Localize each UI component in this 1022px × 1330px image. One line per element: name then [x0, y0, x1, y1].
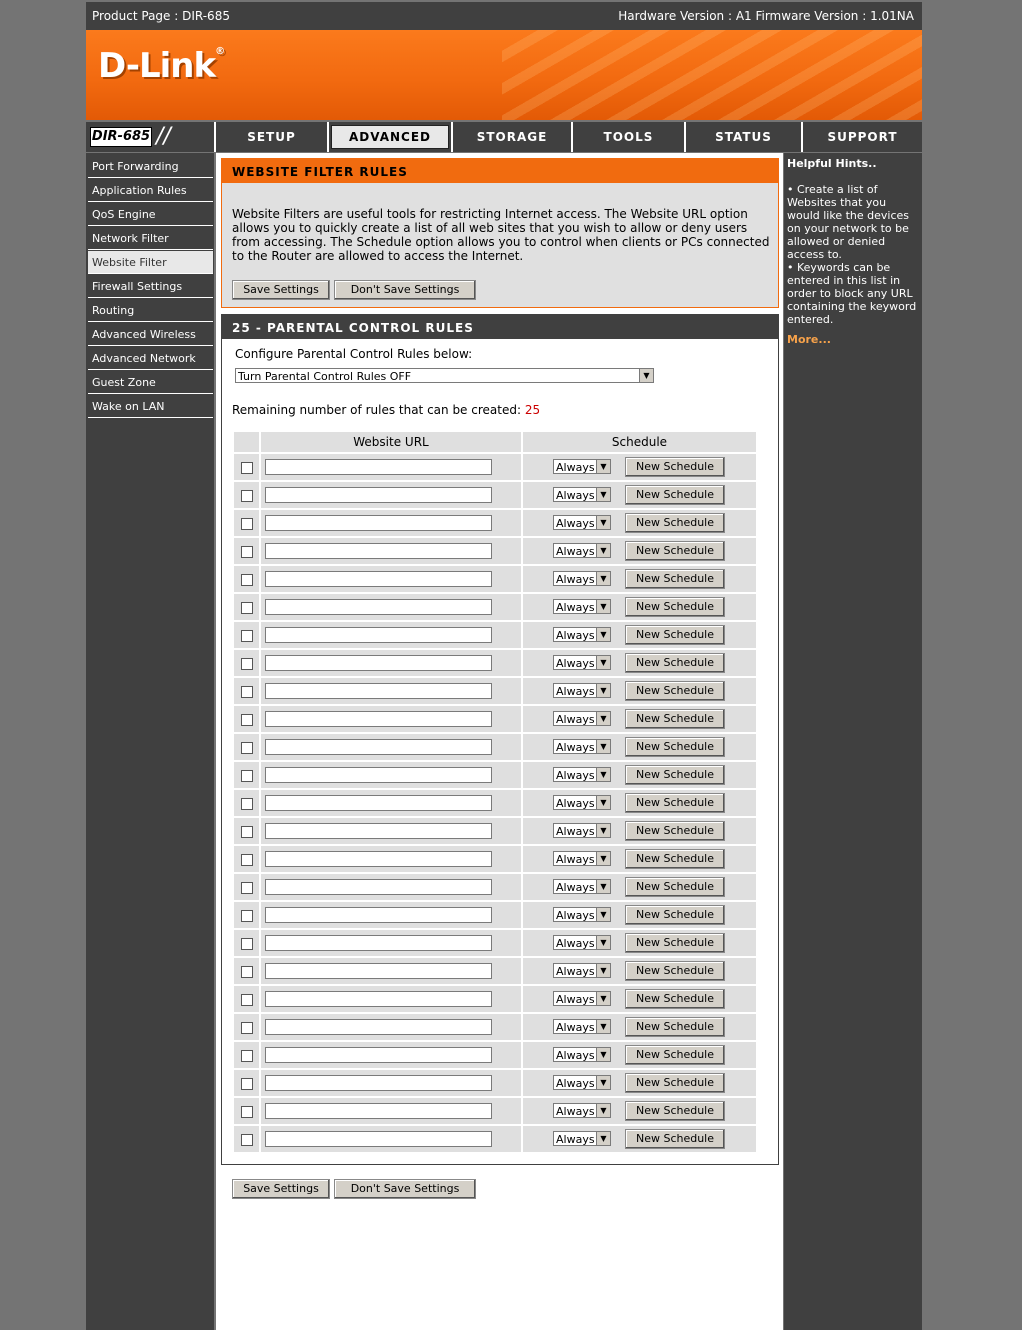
dlink-logo: D-Link® [98, 46, 225, 86]
rule-checkbox-cell [234, 986, 259, 1012]
website-url-input[interactable] [265, 683, 492, 699]
rule-enable-checkbox[interactable] [241, 658, 253, 670]
chevron-down-icon: ▼ [596, 852, 610, 865]
rule-row [234, 1098, 756, 1124]
sidebar-item-qos-engine[interactable]: QoS Engine [88, 203, 213, 226]
schedule-select[interactable]: Always ▼ [553, 935, 611, 950]
website-url-input[interactable] [265, 767, 492, 783]
rule-checkbox-cell [234, 454, 259, 480]
rule-checkbox-cell [234, 482, 259, 508]
website-url-input[interactable] [265, 991, 492, 1007]
website-url-input[interactable] [265, 1103, 492, 1119]
new-schedule-button[interactable]: New Schedule [625, 933, 725, 953]
website-url-input[interactable] [265, 963, 492, 979]
rule-enable-checkbox[interactable] [241, 574, 253, 586]
website-url-input[interactable] [265, 543, 492, 559]
sidebar [86, 153, 214, 1330]
tab-support[interactable]: SUPPORT [803, 122, 922, 152]
schedule-select[interactable]: Always ▼ [553, 907, 611, 922]
remaining-count: 25 [524, 403, 541, 417]
chevron-down-icon: ▼ [596, 600, 610, 613]
new-schedule-button[interactable]: New Schedule [625, 905, 725, 925]
new-schedule-button[interactable]: New Schedule [625, 737, 725, 757]
sidebar-item-firewall-settings[interactable]: Firewall Settings [88, 275, 213, 298]
chevron-down-icon: ▼ [596, 880, 610, 893]
dont-save-settings-button[interactable]: Don't Save Settings [334, 280, 476, 300]
top-info-bar [86, 2, 922, 30]
rule-enable-checkbox[interactable] [241, 462, 253, 474]
website-url-input[interactable] [265, 851, 492, 867]
schedule-select[interactable]: Always ▼ [553, 459, 611, 474]
chevron-down-icon: ▼ [596, 768, 610, 781]
tab-storage[interactable]: STORAGE [453, 122, 571, 152]
tab-setup[interactable]: SETUP [216, 122, 327, 152]
sidebar-item-application-rules[interactable]: Application Rules [88, 179, 213, 202]
version-info: Hardware Version : A1 Firmware Version : 1.01NA [618, 9, 914, 23]
remaining-label: Remaining number of rules that can be created: [232, 403, 522, 417]
new-schedule-button[interactable]: New Schedule [625, 1101, 725, 1121]
rule-checkbox-cell [234, 650, 259, 676]
new-schedule-button[interactable]: New Schedule [625, 485, 725, 505]
remaining-rules [232, 403, 540, 417]
hints-title: Helpful Hints.. [787, 157, 877, 170]
website-url-input[interactable] [265, 907, 492, 923]
chevron-down-icon: ▼ [596, 628, 610, 641]
rule-enable-checkbox[interactable] [241, 994, 253, 1006]
bottom-save-settings-button[interactable]: Save Settings [232, 1179, 330, 1199]
website-url-input[interactable] [265, 599, 492, 615]
section-title: WEBSITE FILTER RULES [222, 159, 778, 183]
rule-checkbox-cell [234, 1014, 259, 1040]
new-schedule-button[interactable]: New Schedule [625, 793, 725, 813]
schedule-select[interactable]: Always ▼ [553, 851, 611, 866]
schedule-select[interactable]: Always ▼ [553, 1075, 611, 1090]
website-url-input[interactable] [265, 879, 492, 895]
sidebar-item-routing[interactable]: Routing [88, 299, 213, 322]
rule-row [234, 706, 756, 732]
website-url-input[interactable] [265, 1131, 492, 1147]
rule-checkbox-cell [234, 594, 259, 620]
bottom-dont-save-settings-button[interactable]: Don't Save Settings [334, 1179, 476, 1199]
rule-enable-checkbox[interactable] [241, 938, 253, 950]
tab-tools[interactable]: TOOLS [573, 122, 684, 152]
website-url-input[interactable] [265, 935, 492, 951]
schedule-select[interactable]: Always ▼ [553, 739, 611, 754]
rule-enable-checkbox[interactable] [241, 518, 253, 530]
rule-checkbox-cell [234, 790, 259, 816]
schedule-select[interactable]: Always ▼ [553, 515, 611, 530]
tab-status[interactable]: STATUS [686, 122, 801, 152]
chevron-down-icon: ▼ [596, 964, 610, 977]
chevron-down-icon: ▼ [639, 369, 653, 382]
rule-checkbox-cell [234, 958, 259, 984]
new-schedule-button[interactable]: New Schedule [625, 709, 725, 729]
main-content [216, 153, 783, 1330]
schedule-select[interactable]: Always ▼ [553, 571, 611, 586]
schedule-select[interactable]: Always ▼ [553, 627, 611, 642]
rule-enable-checkbox[interactable] [241, 1050, 253, 1062]
chevron-down-icon: ▼ [596, 712, 610, 725]
rule-enable-checkbox[interactable] [241, 770, 253, 782]
new-schedule-button[interactable]: New Schedule [625, 989, 725, 1009]
model-name: DIR-685 [90, 127, 152, 147]
website-url-input[interactable] [265, 655, 492, 671]
chevron-down-icon: ▼ [596, 572, 610, 585]
website-url-input[interactable] [265, 515, 492, 531]
rule-checkbox-cell [234, 762, 259, 788]
rule-enable-checkbox[interactable] [241, 742, 253, 754]
sidebar-item-advanced-network[interactable]: Advanced Network [88, 347, 213, 370]
rule-checkbox-cell [234, 930, 259, 956]
schedule-select[interactable]: Always ▼ [553, 767, 611, 782]
schedule-select[interactable]: Always ▼ [553, 487, 611, 502]
sidebar-item-guest-zone[interactable]: Guest Zone [88, 371, 213, 394]
schedule-select[interactable]: Always ▼ [553, 683, 611, 698]
rule-checkbox-cell [234, 678, 259, 704]
rule-row [234, 1126, 756, 1152]
rule-row [234, 678, 756, 704]
chevron-down-icon: ▼ [596, 992, 610, 1005]
rule-enable-checkbox[interactable] [241, 826, 253, 838]
schedule-select[interactable]: Always ▼ [553, 543, 611, 558]
schedule-select[interactable]: Always ▼ [553, 795, 611, 810]
schedule-select[interactable]: Always ▼ [553, 823, 611, 838]
rule-enable-checkbox[interactable] [241, 602, 253, 614]
new-schedule-button[interactable]: New Schedule [625, 849, 725, 869]
rule-row [234, 818, 756, 844]
helpful-hints-panel [784, 153, 922, 1330]
router-admin-page [86, 2, 922, 1330]
schedule-select[interactable]: Always ▼ [553, 879, 611, 894]
chevron-down-icon: ▼ [596, 1048, 610, 1061]
sidebar-item-network-filter[interactable]: Network Filter [88, 227, 213, 250]
schedule-select[interactable]: Always ▼ [553, 1047, 611, 1062]
sidebar-item-advanced-wireless[interactable]: Advanced Wireless [88, 323, 213, 346]
schedule-select[interactable]: Always ▼ [553, 991, 611, 1006]
tab-advanced[interactable]: ADVANCED [329, 122, 451, 152]
new-schedule-button[interactable]: New Schedule [625, 1017, 725, 1037]
header-website-url: Website URL [261, 432, 521, 452]
chevron-down-icon: ▼ [596, 796, 610, 809]
parental-mode-select[interactable]: Turn Parental Control Rules OFF ▼ [235, 368, 654, 383]
rule-row [234, 510, 756, 536]
rule-enable-checkbox[interactable] [241, 630, 253, 642]
website-url-input[interactable] [265, 487, 492, 503]
rule-enable-checkbox[interactable] [241, 854, 253, 866]
rule-checkbox-cell [234, 1126, 259, 1152]
new-schedule-button[interactable]: New Schedule [625, 877, 725, 897]
save-settings-button[interactable]: Save Settings [232, 280, 330, 300]
rule-enable-checkbox[interactable] [241, 490, 253, 502]
sidebar-item-website-filter[interactable]: Website Filter [88, 251, 213, 274]
header-schedule: Schedule [523, 432, 756, 452]
new-schedule-button[interactable]: New Schedule [625, 681, 725, 701]
more-link[interactable]: More... [787, 333, 831, 346]
hint-keywords: • Keywords can be entered in this list in order to block any URL containing the keyword entered. [787, 261, 917, 326]
rule-checkbox-cell [234, 1098, 259, 1124]
rule-checkbox-cell [234, 706, 259, 732]
rule-checkbox-cell [234, 874, 259, 900]
chevron-down-icon: ▼ [596, 1076, 610, 1089]
chevron-down-icon: ▼ [596, 460, 610, 473]
rule-row [234, 762, 756, 788]
website-url-input[interactable] [265, 571, 492, 587]
schedule-select[interactable]: Always ▼ [553, 599, 611, 614]
website-url-input[interactable] [265, 1075, 492, 1091]
new-schedule-button[interactable]: New Schedule [625, 513, 725, 533]
rule-checkbox-cell [234, 902, 259, 928]
rule-checkbox-cell [234, 510, 259, 536]
rule-enable-checkbox[interactable] [241, 966, 253, 978]
sidebar-item-port-forwarding[interactable]: Port Forwarding [88, 155, 213, 178]
new-schedule-button[interactable]: New Schedule [625, 1129, 725, 1149]
rule-enable-checkbox[interactable] [241, 1134, 253, 1146]
rule-row [234, 454, 756, 480]
rules-table [234, 432, 756, 1152]
chevron-down-icon: ▼ [596, 488, 610, 501]
rule-checkbox-cell [234, 818, 259, 844]
schedule-select[interactable]: Always ▼ [553, 655, 611, 670]
rule-checkbox-cell [234, 1042, 259, 1068]
chevron-down-icon: ▼ [596, 908, 610, 921]
website-url-input[interactable] [265, 823, 492, 839]
new-schedule-button[interactable]: New Schedule [625, 1045, 725, 1065]
chevron-down-icon: ▼ [596, 656, 610, 669]
rule-checkbox-cell [234, 538, 259, 564]
schedule-select[interactable]: Always ▼ [553, 963, 611, 978]
website-url-input[interactable] [265, 459, 492, 475]
banner-stripes [502, 30, 922, 120]
rule-enable-checkbox[interactable] [241, 798, 253, 810]
chevron-down-icon: ▼ [596, 516, 610, 529]
product-page-label: Product Page : DIR-685 [92, 9, 230, 23]
schedule-select[interactable]: Always ▼ [553, 711, 611, 726]
chevron-down-icon: ▼ [596, 936, 610, 949]
website-url-input[interactable] [265, 711, 492, 727]
schedule-select[interactable]: Always ▼ [553, 1019, 611, 1034]
rule-row [234, 902, 756, 928]
website-url-input[interactable] [265, 627, 492, 643]
schedule-select[interactable]: Always ▼ [553, 1131, 611, 1146]
website-url-input[interactable] [265, 1019, 492, 1035]
chevron-down-icon: ▼ [596, 824, 610, 837]
website-url-input[interactable] [265, 795, 492, 811]
rule-row [234, 986, 756, 1012]
rule-row [234, 650, 756, 676]
new-schedule-button[interactable]: New Schedule [625, 541, 725, 561]
rule-enable-checkbox[interactable] [241, 910, 253, 922]
rule-checkbox-cell [234, 566, 259, 592]
rule-enable-checkbox[interactable] [241, 1078, 253, 1090]
new-schedule-button[interactable]: New Schedule [625, 457, 725, 477]
section-description: Website Filters are useful tools for restricting Internet access. The Website URL option allows you to quickly create a list of all web sites that you wish to allow or deny users from accessing. The Schedule option allows you to control when clients or PCs connected to the Router are allowed to access the Internet. [232, 207, 770, 263]
new-schedule-button[interactable]: New Schedule [625, 625, 725, 645]
main-nav [86, 122, 922, 152]
header-checkbox-col [234, 432, 259, 452]
website-url-input[interactable] [265, 739, 492, 755]
rule-row [234, 1070, 756, 1096]
rule-row [234, 874, 756, 900]
rule-row [234, 482, 756, 508]
new-schedule-button[interactable]: New Schedule [625, 961, 725, 981]
hint-websites: • Create a list of Websites that you would like the devices on your network to be allowed or denied access to. [787, 183, 909, 261]
new-schedule-button[interactable]: New Schedule [625, 821, 725, 841]
configure-label: Configure Parental Control Rules below: [235, 347, 473, 361]
rules-section-title: 25 - PARENTAL CONTROL RULES [222, 315, 778, 339]
parental-control-box [221, 314, 779, 1165]
rule-row [234, 930, 756, 956]
rule-checkbox-cell [234, 846, 259, 872]
rule-enable-checkbox[interactable] [241, 1106, 253, 1118]
chevron-down-icon: ▼ [596, 740, 610, 753]
slash-decoration-icon: // [156, 124, 171, 149]
rule-row [234, 958, 756, 984]
chevron-down-icon: ▼ [596, 684, 610, 697]
rule-row [234, 566, 756, 592]
rule-checkbox-cell [234, 1070, 259, 1096]
rule-enable-checkbox[interactable] [241, 686, 253, 698]
brand-banner [86, 30, 922, 120]
chevron-down-icon: ▼ [596, 1132, 610, 1145]
rule-enable-checkbox[interactable] [241, 546, 253, 558]
rule-row [234, 1014, 756, 1040]
sidebar-item-wake-on-lan[interactable]: Wake on LAN [88, 395, 213, 418]
new-schedule-button[interactable]: New Schedule [625, 653, 725, 673]
website-url-input[interactable] [265, 1047, 492, 1063]
rule-checkbox-cell [234, 622, 259, 648]
rule-enable-checkbox[interactable] [241, 1022, 253, 1034]
model-badge [86, 122, 214, 152]
website-filter-box [221, 158, 779, 308]
rule-enable-checkbox[interactable] [241, 714, 253, 726]
rule-row [234, 594, 756, 620]
new-schedule-button[interactable]: New Schedule [625, 569, 725, 589]
rule-row [234, 538, 756, 564]
rule-row [234, 734, 756, 760]
rule-row [234, 846, 756, 872]
chevron-down-icon: ▼ [596, 544, 610, 557]
new-schedule-button[interactable]: New Schedule [625, 765, 725, 785]
chevron-down-icon: ▼ [596, 1104, 610, 1117]
rule-row [234, 622, 756, 648]
rule-row [234, 1042, 756, 1068]
rule-checkbox-cell [234, 734, 259, 760]
chevron-down-icon: ▼ [596, 1020, 610, 1033]
rule-enable-checkbox[interactable] [241, 882, 253, 894]
schedule-select[interactable]: Always ▼ [553, 1103, 611, 1118]
new-schedule-button[interactable]: New Schedule [625, 597, 725, 617]
rule-row [234, 790, 756, 816]
new-schedule-button[interactable]: New Schedule [625, 1073, 725, 1093]
